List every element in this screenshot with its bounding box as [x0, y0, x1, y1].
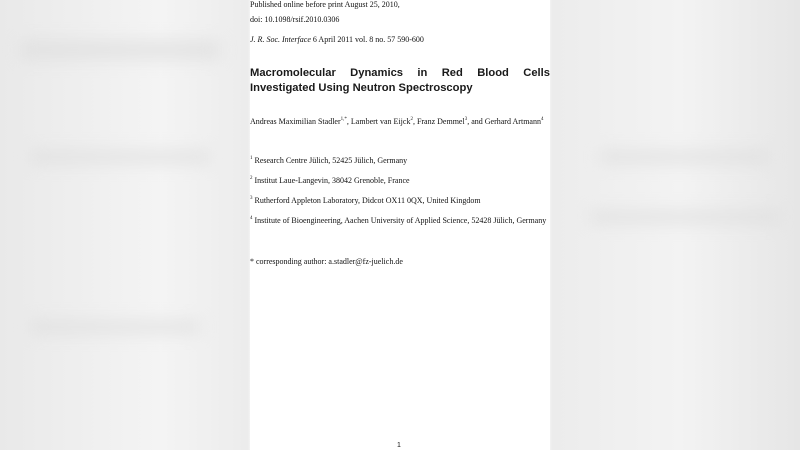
- paper-title: Macromolecular Dynamics in Red Blood Cells Investigated Using Neutron Spectroscopy: [250, 67, 550, 94]
- affiliation: $^4$ Institute of Bioengineering, Aachen University of Applied Science, 52428 Jülich, Germany: [250, 216, 547, 225]
- author: Andreas Maximilian Stadler$^{1,*}$,: [250, 117, 351, 126]
- affiliation: $^3$ Rutherford Appleton Laboratory, Didcot OX11 0QX, United Kingdom: [250, 196, 481, 205]
- document-page: [250, 0, 550, 450]
- blurred-background: [600, 150, 770, 164]
- journal-name: J. R. Soc. Interface: [250, 35, 311, 44]
- journal-citation: [250, 35, 424, 45]
- blurred-background: [30, 320, 200, 334]
- page-number: 1: [397, 442, 401, 449]
- author: Lambert van Eijck$^2$,: [350, 117, 417, 126]
- authors: [250, 117, 543, 127]
- author: Gerhard Artmann$^4$: [484, 117, 544, 126]
- corresponding-author: * corresponding author: a.stadler@fz-juelich.de: [250, 257, 403, 266]
- doi: doi: 10.1098/rsif.2010.0306: [250, 15, 340, 24]
- affiliation: $^2$ Institut Laue-Langevin, 38042 Grenoble, France: [250, 176, 410, 185]
- blurred-background: [20, 40, 220, 60]
- affiliation: $^1$ Research Centre Jülich, 52425 Jülich, Germany: [250, 156, 408, 165]
- published-line: Published online before print August 25, 2010,: [250, 0, 400, 9]
- author: Franz Demmel$^3$, and: [416, 117, 485, 126]
- citation-details: 6 April 2011 vol. 8 no. 57 590-600: [310, 35, 424, 44]
- blurred-background: [30, 150, 210, 164]
- blurred-background: [590, 210, 780, 224]
